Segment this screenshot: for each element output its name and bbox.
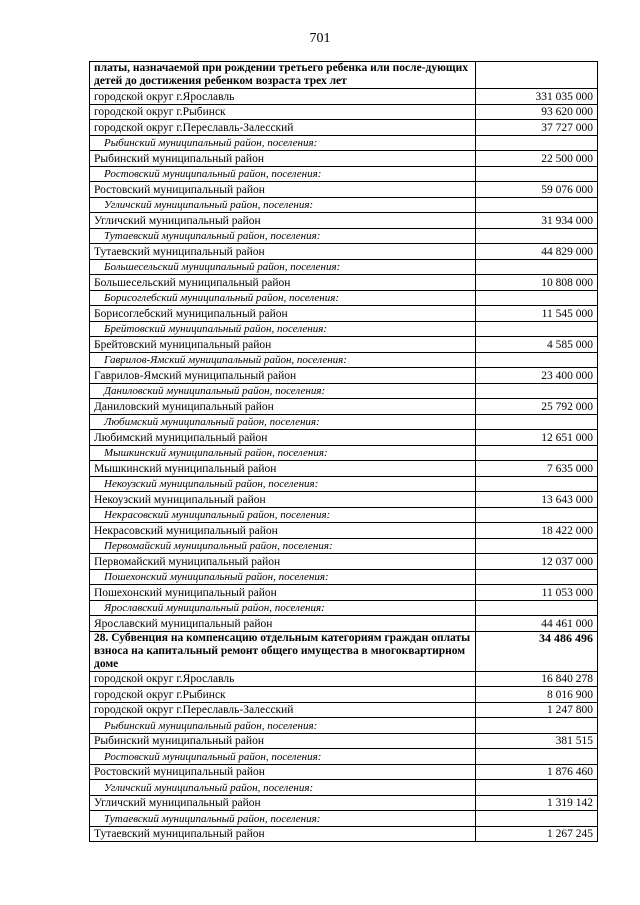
amount-cell: 59 076 000	[476, 182, 598, 198]
subheading-row	[90, 166, 598, 182]
subheading-row	[90, 228, 598, 244]
district-name: Даниловский муниципальный район	[90, 399, 476, 415]
district-name: Пошехонский муниципальный район	[90, 585, 476, 601]
district-name: Ростовский муниципальный район	[90, 764, 476, 780]
subheading-label: Мышкинский муниципальный район, поселения:	[90, 445, 476, 461]
district-name: Ростовский муниципальный район	[90, 182, 476, 198]
subheading-row	[90, 321, 598, 337]
table-row	[90, 89, 598, 105]
subheading-row	[90, 780, 598, 796]
subheading-label: Угличский муниципальный район, поселения:	[90, 780, 476, 796]
page-number: 701	[309, 31, 331, 46]
subheading-row	[90, 600, 598, 616]
table-row	[90, 687, 598, 703]
subheading-label: Ростовский муниципальный район, поселения:	[90, 749, 476, 765]
amount-cell: 44 829 000	[476, 244, 598, 260]
table-row	[90, 399, 598, 415]
subheading-label: Ярославский муниципальный район, поселения:	[90, 600, 476, 616]
subheading-row	[90, 718, 598, 734]
district-name: Тутаевский муниципальный район	[90, 244, 476, 260]
subheading-label: Большесельский муниципальный район, поселения:	[90, 259, 476, 275]
amount-cell	[476, 166, 598, 182]
table-row	[90, 733, 598, 749]
amount-cell: 11 545 000	[476, 306, 598, 322]
table-row	[90, 826, 598, 842]
amount-cell	[476, 414, 598, 430]
table-row	[90, 795, 598, 811]
district-name: городской округ г.Ярославль	[90, 89, 476, 105]
budget-table	[89, 61, 598, 842]
district-name: Любимский муниципальный район	[90, 430, 476, 446]
table-row	[90, 585, 598, 601]
subheading-row	[90, 135, 598, 151]
district-name: городской округ г.Рыбинск	[90, 687, 476, 703]
district-name: городской округ г.Ярославль	[90, 671, 476, 687]
amount-cell: 93 620 000	[476, 104, 598, 120]
amount-cell: 4 585 000	[476, 337, 598, 353]
amount-cell	[476, 445, 598, 461]
table-row	[90, 461, 598, 477]
table-row	[90, 702, 598, 718]
amount-cell: 331 035 000	[476, 89, 598, 105]
amount-cell	[476, 197, 598, 213]
amount-cell: 12 651 000	[476, 430, 598, 446]
table-row	[90, 306, 598, 322]
section-header-row	[90, 631, 598, 671]
section-total	[476, 62, 598, 89]
amount-cell	[476, 383, 598, 399]
subheading-label: Борисоглебский муниципальный район, поселения:	[90, 290, 476, 306]
subheading-row	[90, 290, 598, 306]
amount-cell: 18 422 000	[476, 523, 598, 539]
district-name: Угличский муниципальный район	[90, 795, 476, 811]
table-row	[90, 244, 598, 260]
amount-cell	[476, 352, 598, 368]
subheading-row	[90, 476, 598, 492]
district-name: Мышкинский муниципальный район	[90, 461, 476, 477]
subheading-label: Тутаевский муниципальный район, поселения:	[90, 811, 476, 827]
amount-cell: 23 400 000	[476, 368, 598, 384]
subheading-label: Рыбинский муниципальный район, поселения:	[90, 718, 476, 734]
amount-cell	[476, 321, 598, 337]
amount-cell: 16 840 278	[476, 671, 598, 687]
amount-cell: 37 727 000	[476, 120, 598, 136]
table-row	[90, 337, 598, 353]
table-row	[90, 275, 598, 291]
amount-cell	[476, 507, 598, 523]
subheading-row	[90, 414, 598, 430]
amount-cell	[476, 811, 598, 827]
amount-cell	[476, 135, 598, 151]
subheading-row	[90, 197, 598, 213]
subheading-label: Рыбинский муниципальный район, поселения:	[90, 135, 476, 151]
section-title: платы, назначаемой при рождении третьего ребенка или после-дующих детей до достижения ребенком возраста трех лет	[90, 62, 476, 89]
amount-cell	[476, 538, 598, 554]
table-row	[90, 430, 598, 446]
amount-cell	[476, 228, 598, 244]
amount-cell	[476, 780, 598, 796]
amount-cell: 1 876 460	[476, 764, 598, 780]
amount-cell	[476, 718, 598, 734]
table-row	[90, 104, 598, 120]
section-header-row	[90, 62, 598, 89]
amount-cell	[476, 569, 598, 585]
amount-cell: 8 016 900	[476, 687, 598, 703]
district-name: городской округ г.Переславль-Залесский	[90, 702, 476, 718]
section-total: 34 486 496	[476, 631, 598, 671]
subheading-row	[90, 569, 598, 585]
amount-cell: 25 792 000	[476, 399, 598, 415]
district-name: Угличский муниципальный район	[90, 213, 476, 229]
subheading-row	[90, 507, 598, 523]
district-name: Рыбинский муниципальный район	[90, 151, 476, 167]
subheading-row	[90, 811, 598, 827]
table-row	[90, 554, 598, 570]
amount-cell: 11 053 000	[476, 585, 598, 601]
table-row	[90, 120, 598, 136]
subheading-label: Угличский муниципальный район, поселения:	[90, 197, 476, 213]
amount-cell: 22 500 000	[476, 151, 598, 167]
amount-cell: 12 037 000	[476, 554, 598, 570]
amount-cell	[476, 290, 598, 306]
district-name: Первомайский муниципальный район	[90, 554, 476, 570]
amount-cell	[476, 600, 598, 616]
amount-cell	[476, 476, 598, 492]
subheading-label: Любимский муниципальный район, поселения:	[90, 414, 476, 430]
amount-cell	[476, 749, 598, 765]
subheading-label: Некрасовский муниципальный район, поселения:	[90, 507, 476, 523]
district-name: Гаврилов-Ямский муниципальный район	[90, 368, 476, 384]
table-row	[90, 616, 598, 632]
amount-cell	[476, 259, 598, 275]
amount-cell: 7 635 000	[476, 461, 598, 477]
subheading-row	[90, 749, 598, 765]
amount-cell: 1 247 800	[476, 702, 598, 718]
table-row	[90, 492, 598, 508]
section-title: 28. Субвенция на компенсацию отдельным категориям граждан оплаты взноса на капитальный ремонт общего имущества в многоквартирном доме	[90, 631, 476, 671]
district-name: Некоузский муниципальный район	[90, 492, 476, 508]
table-row	[90, 671, 598, 687]
amount-cell: 381 515	[476, 733, 598, 749]
subheading-label: Даниловский муниципальный район, поселения:	[90, 383, 476, 399]
district-name: Некрасовский муниципальный район	[90, 523, 476, 539]
district-name: Ярославский муниципальный район	[90, 616, 476, 632]
subheading-label: Некоузский муниципальный район, поселения:	[90, 476, 476, 492]
district-name: городской округ г.Рыбинск	[90, 104, 476, 120]
table-row	[90, 213, 598, 229]
subheading-row	[90, 538, 598, 554]
table-row	[90, 151, 598, 167]
district-name: Большесельский муниципальный район	[90, 275, 476, 291]
subheading-row	[90, 259, 598, 275]
table-row	[90, 368, 598, 384]
subheading-row	[90, 352, 598, 368]
district-name: Рыбинский муниципальный район	[90, 733, 476, 749]
subheading-label: Пошехонский муниципальный район, поселения:	[90, 569, 476, 585]
subheading-label: Тутаевский муниципальный район, поселения:	[90, 228, 476, 244]
district-name: городской округ г.Переславль-Залесский	[90, 120, 476, 136]
district-name: Брейтовский муниципальный район	[90, 337, 476, 353]
amount-cell: 10 808 000	[476, 275, 598, 291]
district-name: Борисоглебский муниципальный район	[90, 306, 476, 322]
district-name: Тутаевский муниципальный район	[90, 826, 476, 842]
subheading-label: Ростовский муниципальный район, поселения:	[90, 166, 476, 182]
amount-cell: 13 643 000	[476, 492, 598, 508]
table-row	[90, 764, 598, 780]
amount-cell: 1 319 142	[476, 795, 598, 811]
table-row	[90, 182, 598, 198]
amount-cell: 1 267 245	[476, 826, 598, 842]
amount-cell: 44 461 000	[476, 616, 598, 632]
subheading-label: Гаврилов-Ямский муниципальный район, поселения:	[90, 352, 476, 368]
amount-cell: 31 934 000	[476, 213, 598, 229]
subheading-row	[90, 445, 598, 461]
subheading-label: Первомайский муниципальный район, поселения:	[90, 538, 476, 554]
table-row	[90, 523, 598, 539]
subheading-row	[90, 383, 598, 399]
subheading-label: Брейтовский муниципальный район, поселения:	[90, 321, 476, 337]
